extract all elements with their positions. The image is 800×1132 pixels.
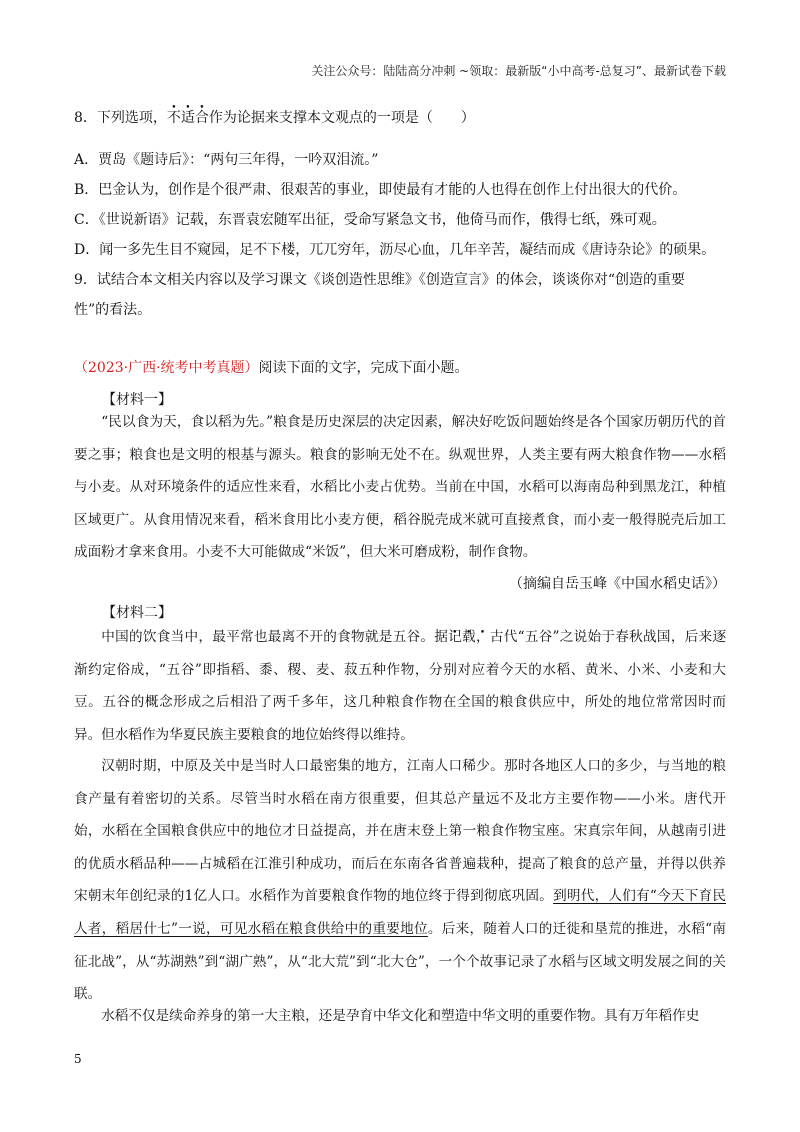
material-1-title: 【材料一】 xyxy=(102,392,172,408)
emphasis-char: 不 xyxy=(166,110,181,126)
option-d: D．闻一多先生目不窥园，足不下楼，兀兀穷年，沥尽心血，几年辛苦，凝结而成《唐诗杂论》的硕果。 xyxy=(74,242,716,258)
emphasis-char: 记 • xyxy=(448,629,462,645)
material-2-paragraph-2: 汉朝时期，中原及关中是当时人口最密集的地方，江南人口稀少。那时各地区人口的多少，与当地的粮食产量有着密切的关系。尽管当时水稻在南方很重要，但其总产量远不及北方主要作物——小米。唐代开始，水稻在全国粮食供应中的地位才日益提高，并在唐末登上第一粮食作物宝座。宋真宗年间，从越南引进的优质水稻品种——占城稻在江淮引种成功，而后在东南各省普遍栽种，提高了粮食的总产量，并得以供养宋朝末年创纪录的1亿人口。水稻作为首要粮食作物的地位终于得到彻底巩固。到明代，人们有“今天下育民人者，稻居什七”一说，可见水稻在粮食供给中的重要地位。后来，随着人口的迁徙和垦荒的推进，水稻“南征北战”，从“苏湖熟”到“湖广熟”，从“北大荒”到“北大仓”，一个个故事记录了水稻与区域文明发展之间的关联。 xyxy=(74,758,727,1003)
page-header: 关注公众号：陆陆高分冲刺 ~领取：最新版“小中高考-总复习”、最新试卷下载 xyxy=(311,64,726,78)
question-9-line2: 性”的看法。 xyxy=(74,302,152,318)
material-2-paragraph-1: 中国的饮食当中，最平常也最离不开的食物就是五谷。据 •记 •载 •，古代“五谷”之说始于春秋战国，后来逐渐约定俗成，“五谷”即指稻、黍、稷、麦、菽五种作物，分别对应着今天的水稻、黄米、小米、小麦和大豆。五谷的概念形成之后相沿了两千多年，这几种粮食作物在全国的粮食供应中，所处的地位常常因时而异。但水稻作为华夏民族主要粮食的地位始终得以维持。 xyxy=(74,621,726,751)
material-2-paragraph-3: 水稻不仅是续命养身的第一大主粮，还是孕育中华文化和塑造中华文明的重要作物。具有万年稻作史 xyxy=(101,1008,700,1024)
material-2-title: 【材料二】 xyxy=(102,605,172,621)
emphasis-char: 据 • xyxy=(434,629,448,645)
material-1-source: （摘编自岳玉峰《中国水稻史话》） xyxy=(509,576,726,592)
option-b: B．巴金认为，创作是个很严肃、很艰苦的事业，即使最有才能的人也得在创作上付出很大的代价。 xyxy=(74,182,687,198)
material-1-body: “民以食为天，食以稻为先。”粮食是历史深层的决定因素，解决好吃饭问题始终是各个国家历朝历代的首要之事；粮食也是文明的根基与源头。粮食的影响无处不在。纵观世界，人类主要有两大粮食作物——水稻与小麦。从对环境条件的适应性来看，水稻比小麦占优势。当前在中国，水稻可以海南岛种到黑龙江，种植区域更广。从食用情况来看，稻米食用比小麦方便，稻谷脱壳成米就可直接煮食，而小麦一般得脱壳后加工成面粉才拿来食用。小麦不大可能做成“米饭”，但大米可磨成粉，制作食物。 xyxy=(74,414,726,561)
question-9-line1: 9．试结合本文相关内容以及学习课文《谈创造性思维》《创造宣言》的体会，谈谈你对“创造的重要 xyxy=(74,272,686,288)
question-8-stem: 8．下列选项，不适合作为论据来支撑本文观点的一项是（ ） xyxy=(74,110,475,126)
emphasis-char: 载 • xyxy=(462,629,476,645)
option-a: A．贾岛《题诗后》：“两句三年得，一吟双泪流。” xyxy=(74,152,379,168)
section-heading: （2023·广西·统考中考真题）阅读下面的文字，完成下面小题。 xyxy=(74,360,469,376)
page-number: 5 xyxy=(74,1052,82,1066)
emphasis-char: 适 xyxy=(180,110,195,126)
emphasis-char: 合 xyxy=(194,110,209,126)
source-tag: （2023·广西·统考中考真题） xyxy=(74,360,259,376)
option-c: C．《世说新语》记载，东晋袁宏随军出征，受命写紧急文书，他倚马而作，俄得七纸，殊可观。 xyxy=(74,212,666,228)
underlined-sentence: 到明代，人们有“今天下育民人者，稻居什七”一说，可见水稻在粮食供给中的重要地位 xyxy=(74,888,726,937)
